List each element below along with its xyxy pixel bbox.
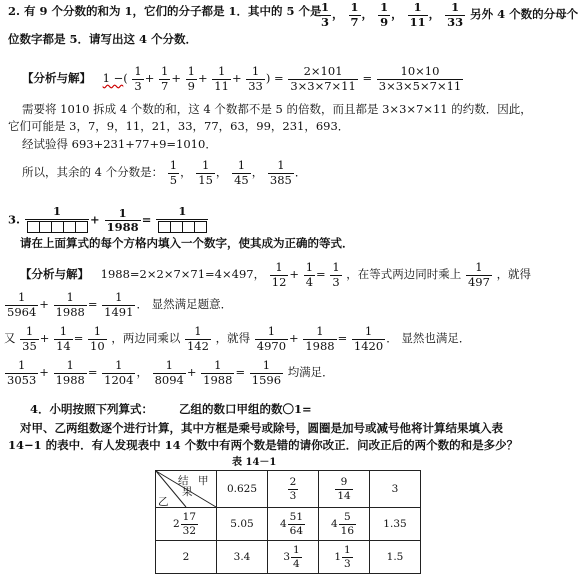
table-cell: 4 $\frac{51}{64}$ [268, 508, 319, 541]
fraction: $\frac{1}{11}$ [409, 0, 426, 29]
fraction: $\frac{1}{11}$ [214, 64, 229, 93]
problem-4-line2: 对甲、乙两组数逐个进行计算，其中方框是乘号或除号，圆圈是加号或减号他将计算结果填入表 [20, 421, 503, 435]
fraction: $\frac{1}{1204}$ [104, 358, 134, 387]
text: 又 [4, 331, 16, 345]
fraction: $\frac{1}{3}$ [134, 64, 142, 93]
fraction: $\frac{1}{4}$ [305, 260, 314, 289]
table-row [156, 541, 421, 574]
problem-3-question: 请在上面算式的每个方格内填入一个数字，使其成为正确的等式． [20, 236, 354, 250]
text: 均满足． [287, 365, 334, 379]
fraction: $\frac{1}{4970}$ [256, 324, 287, 353]
fraction: 1 [25, 206, 89, 235]
fraction: $\frac{1}{385}$ [269, 158, 292, 187]
digit-boxes [158, 221, 206, 233]
diagonal-header-cell [156, 471, 217, 508]
fraction: $\frac{1}{9}$ [380, 0, 389, 29]
result-table [155, 470, 421, 574]
table-cell: 3 $\frac{1}{4}$ [268, 541, 319, 574]
problem-4-line1 [30, 404, 312, 416]
fraction: $\frac{2\times 101}{3\times 3\times 7\times 11}$ [290, 64, 356, 93]
p3-analysis-4: $\frac{1}{3053}$ + $\frac{1}{1988}$ = $\frac{1}{1204}$ ， $\frac{1}{8094}$ + $\frac{1}{1988}$ = $\frac{1}{1596}$ 均满足． [7, 358, 334, 387]
problem-2-text: 有 9 个分数的和为 1，它们的分子都是 1．其中的 5 个是 [24, 4, 322, 18]
fraction: $\frac{1}{1988}$ [106, 205, 139, 234]
fraction: $\frac{1}{5964}$ [7, 290, 37, 319]
problem-3-equation: 3. 1 + $\frac{1}{1988}$ = 1 [8, 206, 209, 235]
fraction: $\frac{1}{3}$ [321, 0, 330, 29]
fraction: $\frac{1}{1596}$ [251, 358, 282, 387]
fraction: $\frac{1}{1988}$ [55, 358, 85, 387]
row-header: 2 [156, 541, 217, 574]
problem-2-fractions: $\frac{1}{3}$ ， $\frac{1}{7}$ ， $\frac{1}{9}$ ， $\frac{1}{11}$ ， $\frac{1}{33}$ 另外 4 个数的分母个 [321, 0, 578, 29]
table-cell: 1 $\frac{1}{3}$ [319, 541, 370, 574]
fraction: $\frac{1}{1420}$ [353, 324, 384, 353]
col-header: 3 [370, 471, 421, 508]
problem-4-line3: 14−1 的表中．有人发现表中 14 个数中有两个数是错的请你改正．问改正后的两个数的和是多少？ [8, 438, 519, 452]
fraction: $\frac{1}{9}$ [187, 64, 195, 93]
fraction: $\frac{1}{12}$ [271, 260, 287, 289]
header-jia: 甲 [198, 475, 209, 487]
table-cell: 3.4 [217, 541, 268, 574]
p3-analysis-1: 【分析与解】 1988=2×2×7×71=4×497， $\frac{1}{12}$ + $\frac{1}{4}$ = $\frac{1}{3}$ ，在等式两边同时乘上 $\frac{1}{497}$ ，就得 [20, 260, 532, 289]
problem-4-label: 4．小明按照下列算式： [30, 402, 154, 416]
fraction: $\frac{1}{45}$ [234, 158, 249, 187]
analysis-line-5: 经试验得 693+231+77+9=1010． [22, 137, 217, 151]
answer-lead: 所以，其余的 4 个分数是： [22, 165, 164, 179]
fraction: $\frac{1}{33}$ [447, 0, 464, 29]
text: ，两边同乘以 [111, 331, 181, 345]
fraction: $\frac{1}{1491}$ [104, 290, 134, 319]
problem-2-tail: 另外 4 个数的分母个 [470, 7, 578, 21]
fraction: $\frac{1}{3053}$ [7, 358, 37, 387]
col-header: $\frac{9}{14}$ [319, 471, 370, 508]
fraction: $\frac{1}{142}$ [186, 324, 209, 353]
fraction: $\frac{1}{10}$ [90, 324, 105, 353]
header-yi: 乙 [158, 496, 169, 508]
fraction: $\frac{1}{1988}$ [305, 324, 335, 353]
header-guo: 果 [182, 486, 193, 498]
table-row [156, 508, 421, 541]
digit-boxes [27, 221, 87, 233]
text: ，在等式两边同时乘上 [346, 267, 462, 281]
table-cell: 1.5 [370, 541, 421, 574]
fraction: $\frac{1}{35}$ [22, 324, 37, 353]
problem-4-expression: 乙组的数口甲组的数〇1= [179, 402, 312, 416]
problem-2-label: 2. [8, 4, 21, 18]
fraction: $\frac{1}{497}$ [467, 260, 490, 289]
analysis-line-3: 需要将 1010 拆成 4 个数的和，这 4 个数都不是 5 的倍数，而且都是 3×3×7×11 的约数．因此， [22, 102, 532, 116]
problem-3-label: 3. [8, 212, 21, 227]
table-title: 表 14－1 [232, 457, 277, 468]
table-row [156, 471, 421, 508]
fraction: 1 [156, 206, 208, 235]
analysis-line-4: 它们可能是 3，7，9，11，21，33，77，63，99，231，693． [8, 119, 350, 133]
p3-analysis-3: 又 $\frac{1}{35}$ + $\frac{1}{14}$ = $\frac{1}{10}$ ，两边同乘以 $\frac{1}{142}$ ，就得 $\frac{1}{4970}$ + $\frac{1}{1988}$ = $\frac{1}{1420}$ ． 显然也满足． [4, 324, 471, 353]
table-cell: 1.35 [370, 508, 421, 541]
fraction: $\frac{1}{7}$ [350, 0, 359, 29]
text: 显然满足题意． [151, 297, 233, 311]
answer-line: 所以，其余的 4 个分数是： $\frac{1}{5}$ ， $\frac{1}{15}$ ， $\frac{1}{45}$ ， $\frac{1}{385}$ ． [22, 158, 307, 187]
fraction: $\frac{1}{7}$ [161, 64, 169, 93]
fraction: $\frac{1}{3}$ [332, 260, 340, 289]
fraction: $\frac{1}{5}$ [169, 158, 178, 187]
row-header: 2 $\frac{17}{32}$ [156, 508, 217, 541]
table-cell: 5.05 [217, 508, 268, 541]
table-cell: 4 $\frac{5}{16}$ [319, 508, 370, 541]
fraction: $\frac{1}{14}$ [56, 324, 71, 353]
problem-2-line1 [8, 6, 322, 18]
col-header: $\frac{2}{3}$ [268, 471, 319, 508]
text: ，就得 [215, 331, 251, 345]
fraction: $\frac{1}{1988}$ [203, 358, 233, 387]
factorization: 1988=2×2×7×71=4×497， [100, 267, 266, 281]
text: 显然也满足． [401, 331, 471, 345]
analysis-label: 【分析与解】 [20, 267, 89, 281]
fraction: $\frac{1}{8094}$ [154, 358, 184, 387]
eq-lead: 1 − [102, 71, 124, 85]
p3-analysis-2: $\frac{1}{5964}$ + $\frac{1}{1988}$ = $\frac{1}{1491}$ ． 显然满足题意． [7, 290, 233, 319]
problem-2-line2: 位数字都是 5．请写出这 4 个分数． [8, 32, 198, 46]
analysis-equation-1: 【分析与解】 1 −( $\frac{1}{3}$ + $\frac{1}{7}$ + $\frac{1}{9}$ + $\frac{1}{11}$ + $\frac{1}{33}$ ) = $\frac{2\times 101}{3\times 3\times 7\times 11}$ = $\frac{10\times 10}{3\times 3\times 5\times 7\times 11}$ [22, 64, 462, 93]
fraction: $\frac{1}{15}$ [198, 158, 213, 187]
col-header: 0.625 [217, 471, 268, 508]
fraction: $\frac{10\times 10}{3\times 3\times 5\times 7\times 11}$ [378, 64, 462, 93]
analysis-label: 【分析与解】 [22, 71, 91, 85]
header-jie: 结 [178, 475, 189, 487]
text: ，就得 [496, 267, 532, 281]
fraction: $\frac{1}{33}$ [248, 64, 263, 93]
fraction: $\frac{1}{1988}$ [55, 290, 85, 319]
